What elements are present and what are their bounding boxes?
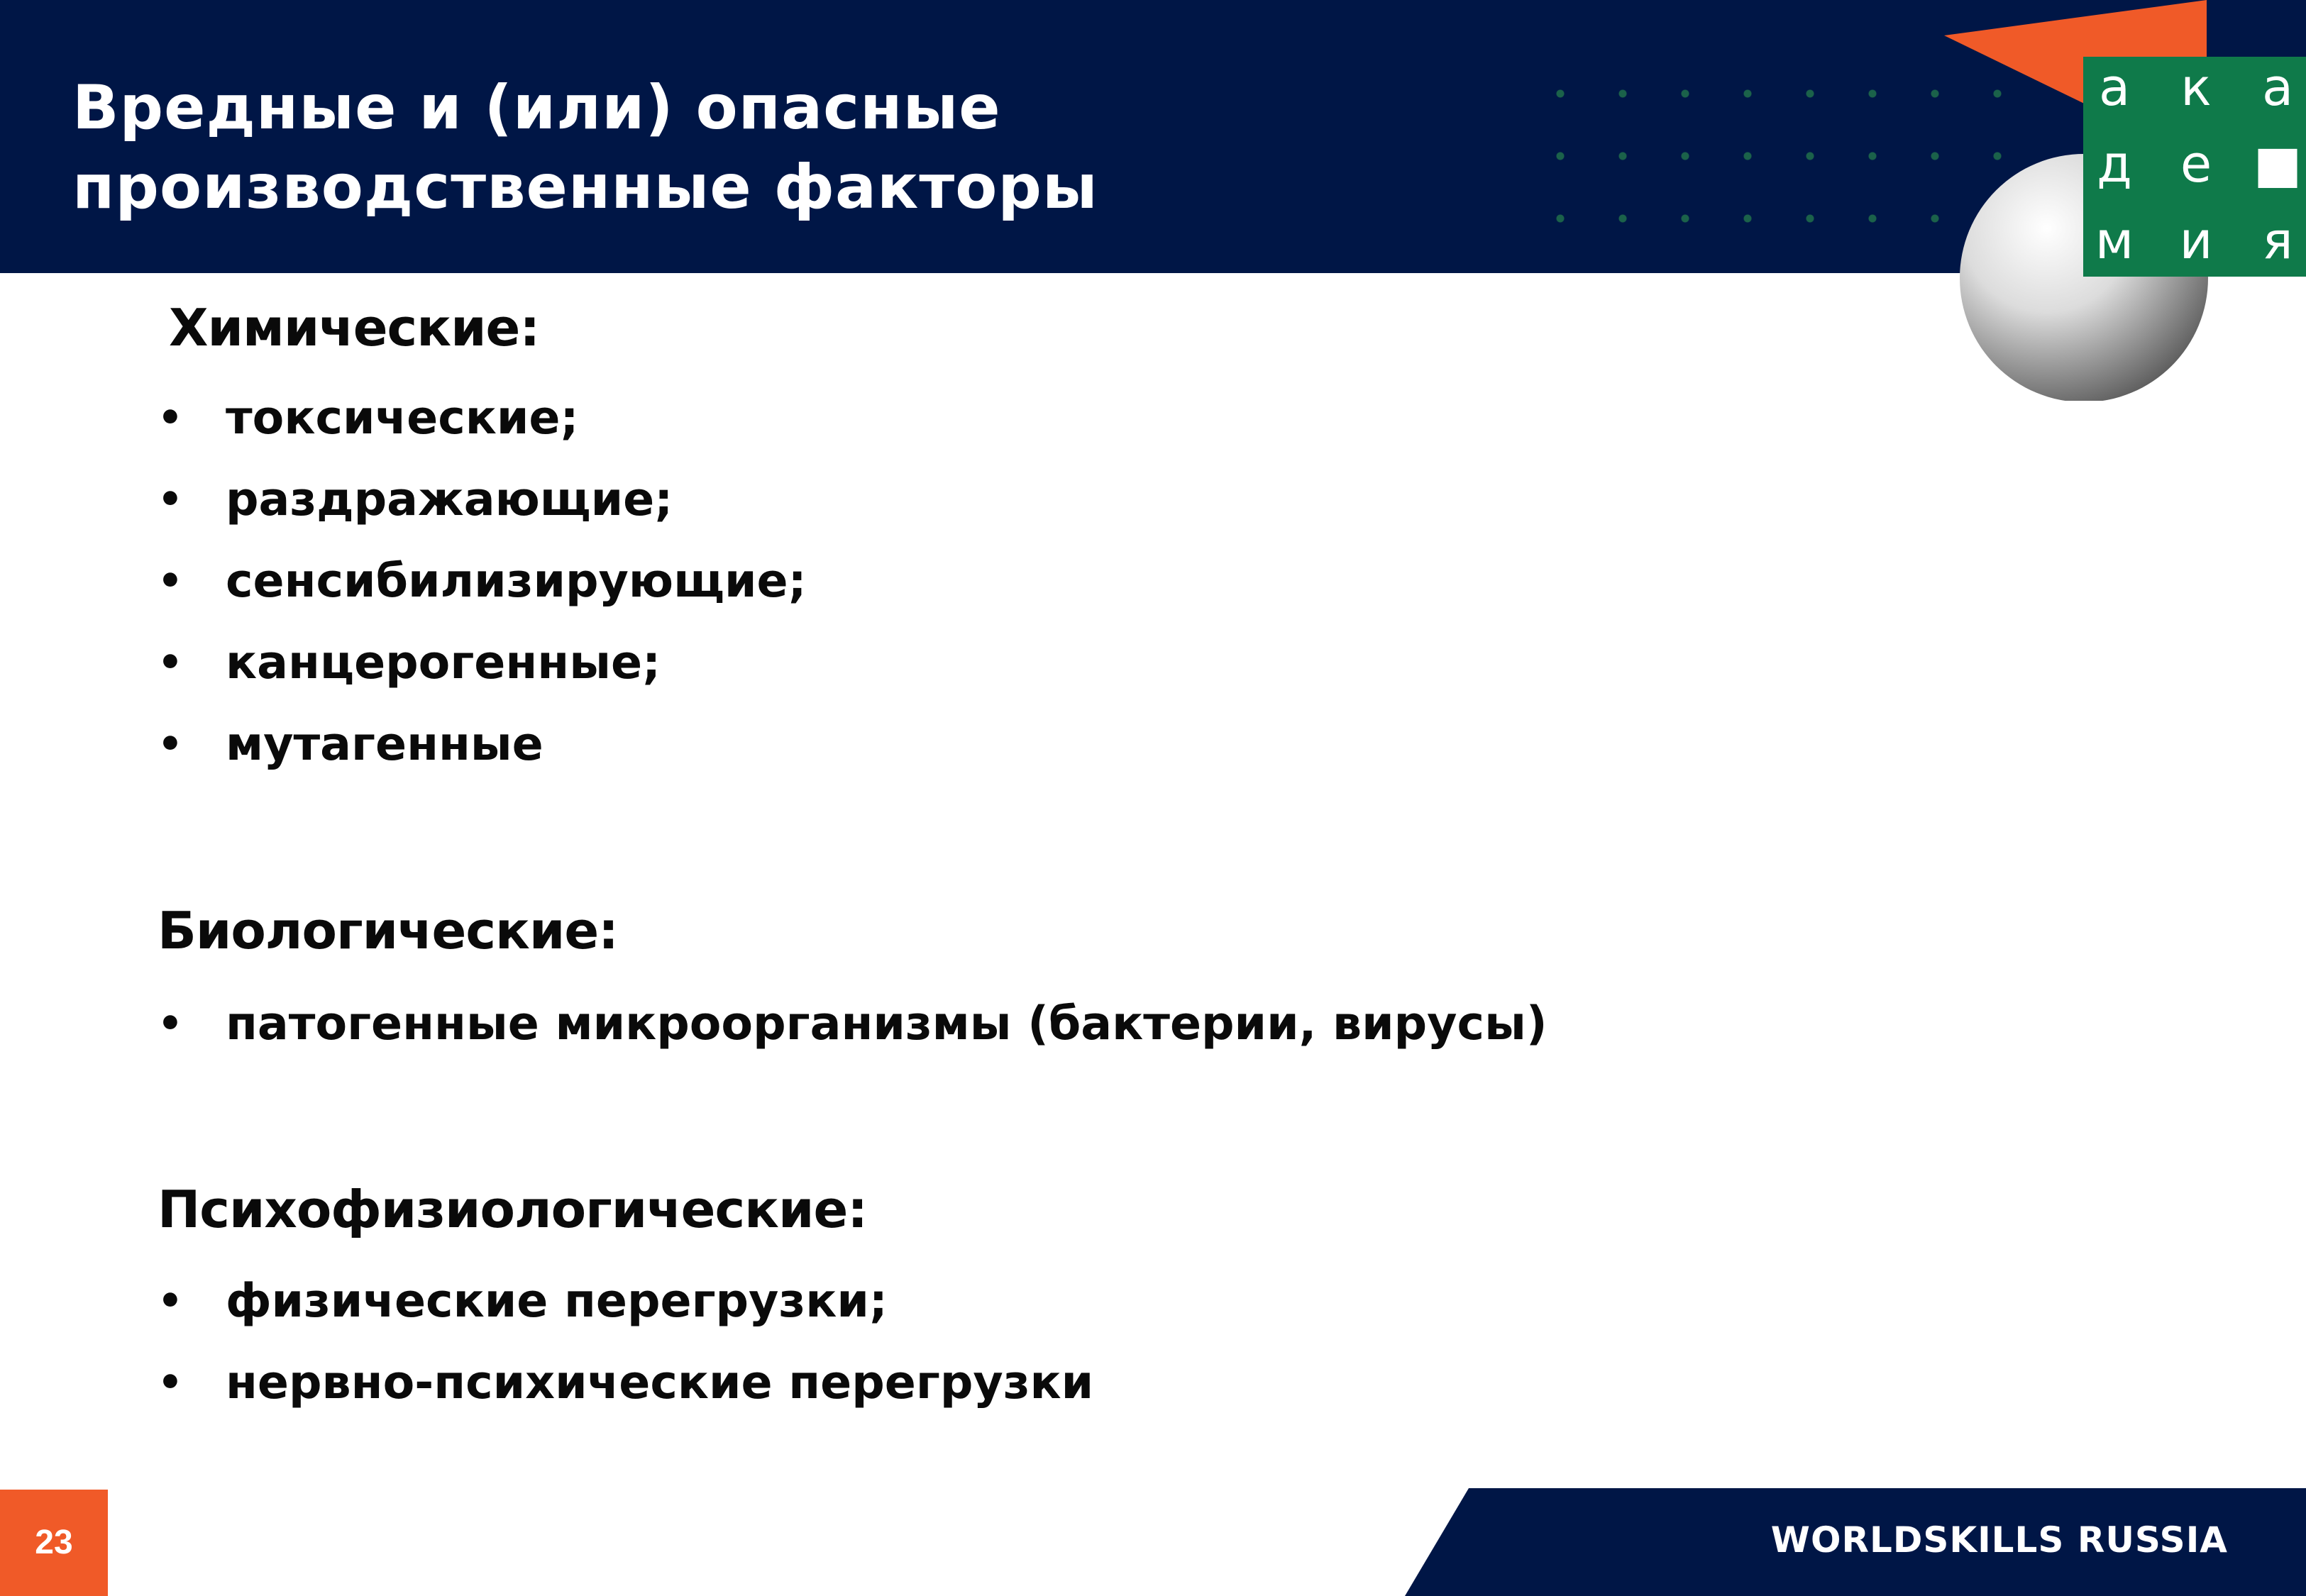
list-item-text: сенсибилизирующие; [226,555,807,608]
logo-letter: а [2098,57,2131,117]
slide-title [72,68,1098,227]
bullet-icon: • [158,721,183,767]
slide-title-line2: производственные факторы [72,152,1098,223]
list-item [158,541,807,622]
slide-title-line1: Вредные и (или) опасные [72,72,1001,143]
list-item [158,622,807,704]
list-item-text: физические перегрузки; [226,1275,888,1328]
logo-letter: ■ [2253,134,2302,194]
section-heading-psychophysiological: Психофизиологические: [158,1180,868,1239]
list-item-text: мутагенные [226,718,544,771]
list-item-text: раздражающие; [226,473,673,526]
list-psychophysiological [158,1260,1093,1424]
page-number: 23 [0,1490,108,1596]
list-item [158,459,807,541]
list-chemical [158,377,807,785]
list-item [158,983,1548,1065]
logo-letter: е [2180,134,2212,194]
footer-brand: WORLDSKILLS RUSSIA [1770,1519,2228,1561]
list-item [158,704,807,785]
section-heading-biological: Биологические: [158,901,618,960]
bullet-icon: • [158,1278,183,1324]
list-item [158,1260,1093,1342]
logo-letter: д [2097,134,2132,194]
list-item-text: патогенные микроорганизмы (бактерии, вирусы) [226,997,1548,1051]
section-heading-chemical: Химические: [169,298,540,358]
list-item [158,377,807,459]
bullet-icon: • [158,640,183,686]
list-biological [158,983,1548,1065]
bullet-icon: • [158,395,183,441]
bullet-icon: • [158,558,183,604]
list-item-text: канцерогенные; [226,636,661,689]
bullet-icon: • [158,1360,183,1406]
academy-logo [1944,0,2306,401]
bullet-icon: • [158,1001,183,1047]
list-item-text: токсические; [226,392,579,445]
logo-letter: к [2180,57,2212,117]
logo-letter: м [2095,211,2134,270]
bullet-icon: • [158,477,183,523]
list-item-text: нервно-психические перегрузки [226,1356,1094,1409]
list-item [158,1342,1093,1424]
logo-letter: я [2262,211,2293,270]
logo-letter: и [2179,211,2213,270]
logo-letter: а [2261,57,2294,117]
